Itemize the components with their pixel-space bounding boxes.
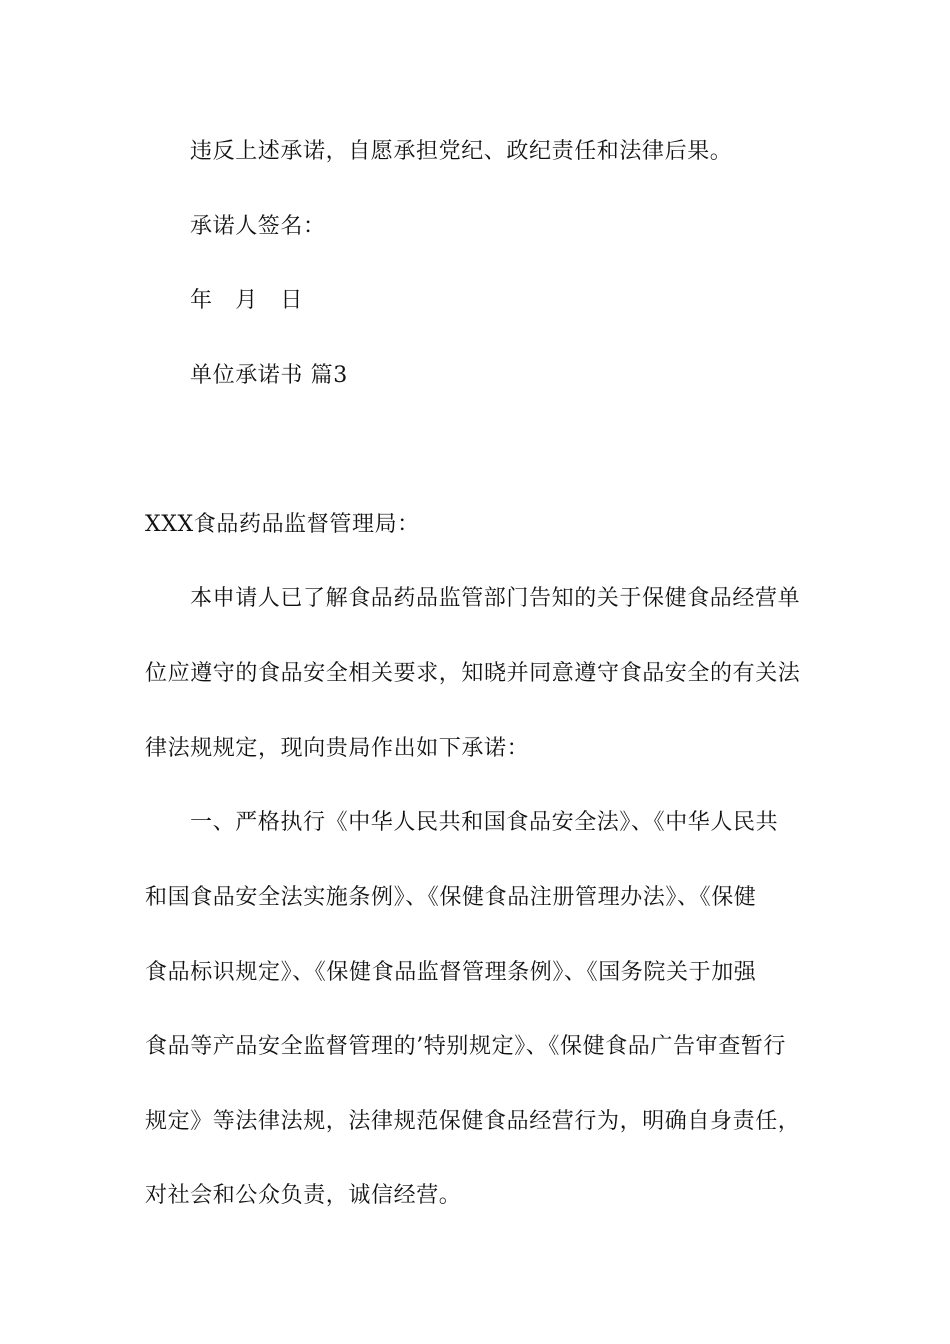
section-heading: 单位承诺书 篇3	[190, 363, 348, 388]
paragraph-line: 一、严格执行《中华人民共和国食品安全法》、《中华人民共	[190, 810, 779, 835]
paragraph-line: 对社会和公众负责，诚信经营。	[145, 1183, 462, 1208]
paragraph-violation-consequence: 违反上述承诺，自愿承担党纪、政纪责任和法律后果。	[190, 139, 733, 164]
paragraph-line: 律法规规定，现向贵局作出如下承诺：	[145, 736, 530, 761]
paragraph-line: 和国食品安全法实施条例》、《保健食品注册管理办法》、《保健	[145, 885, 757, 910]
signature-label: 承诺人签名：	[190, 214, 326, 239]
paragraph-line: 食品等产品安全监督管理的’特别规定》、《保健食品广告审查暂行	[145, 1034, 786, 1059]
date-line: 年 月 日	[190, 288, 304, 313]
paragraph-line: 食品标识规定》、《保健食品监督管理条例》、《国务院关于加强	[145, 960, 757, 985]
paragraph-line: 规定》等法律法规，法律规范保健食品经营行为，明确自身责任，	[145, 1109, 801, 1134]
paragraph-line: 位应遵守的食品安全相关要求，知晓并同意遵守食品安全的有关法	[145, 661, 801, 686]
paragraph-line: 本申请人已了解食品药品监管部门告知的关于保健食品经营单	[190, 586, 801, 611]
addressee: XXX食品药品监督管理局：	[145, 512, 420, 537]
